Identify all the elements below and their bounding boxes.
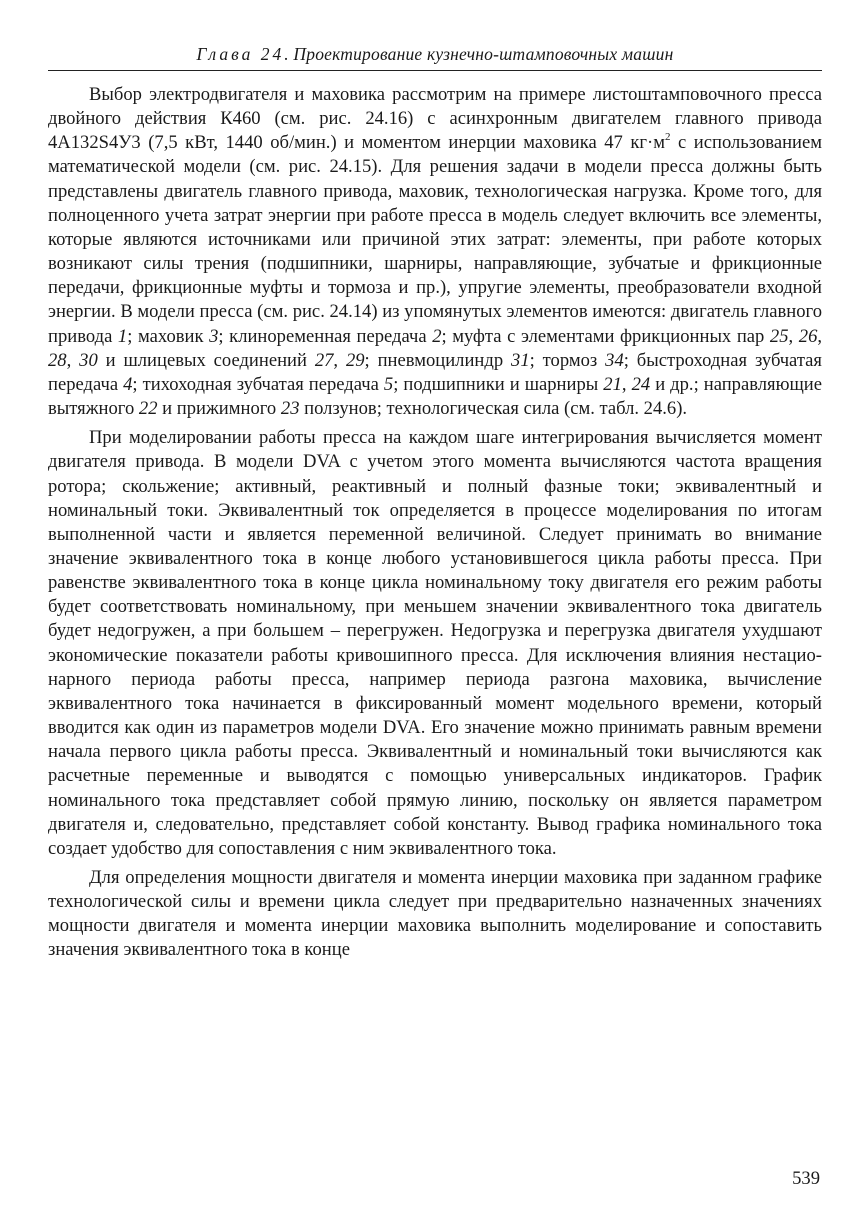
text-run: ,: [333, 349, 346, 371]
text-run: ; клиноременная передача: [218, 325, 433, 347]
paragraph-1: [48, 83, 822, 421]
figure-ref-number: 5: [383, 373, 394, 395]
text-run: ; пневмоцилиндр: [364, 349, 512, 371]
text-run: ,: [788, 325, 799, 347]
chapter-label: Глава 24: [196, 44, 285, 64]
superscript: 2: [665, 131, 671, 144]
text-run: ,: [66, 349, 80, 371]
page-number: 539: [792, 1168, 820, 1189]
paragraph-2: [48, 426, 822, 861]
figure-ref-number: 24: [631, 373, 651, 395]
figure-ref-number: 21: [603, 373, 622, 395]
figure-ref-number: 30: [79, 349, 98, 371]
figure-ref-number: 25: [769, 325, 789, 347]
text-run: ,: [817, 325, 823, 347]
figure-ref-number: 4: [123, 373, 133, 395]
figure-ref-number: 26: [798, 325, 818, 347]
text-run: ползунов; технологическая сила (см. табл. 24.6).: [299, 398, 688, 420]
figure-ref-number: 28: [48, 349, 67, 371]
text-run: ,: [621, 373, 632, 395]
text-run: и шлицевых соединений: [97, 349, 315, 371]
figure-ref-number: 31: [511, 349, 530, 371]
text-run: ; тихоходная зубчатая передача: [132, 373, 384, 395]
text-run: ; тормоз: [529, 349, 606, 371]
text-run: ; маховик: [127, 325, 210, 347]
figure-ref-number: 29: [345, 349, 365, 371]
body-text: [48, 83, 822, 963]
figure-ref-number: 3: [209, 325, 219, 347]
text-run: с использованием математической модели (см. рис. 24.15). Для решения задачи в модели пресса должны быть представлены двигатель главного привода, маховик, технологическая нагрузка. Кроме того, для полноценного учета затрат энергии при работе пресса в модель следует включить все элементы, которые являются источниками или причиной этих затрат: элементы, при работе которых возникают силы трения (подшипники, шарниры, направляющие, зубчатые и фрикционные передачи, фрикционные муфты и тормоза и пр.), упругие элементы, преобразователи входной энергии. В модели пресса (см. рис. 24.14) из упомянутых элементов имеются: двигатель главного привода: [48, 132, 822, 347]
figure-ref-number: 34: [605, 349, 624, 371]
text-run: и прижимного: [157, 398, 281, 420]
text-run: и др.; направляющие вытяжного: [48, 373, 823, 420]
running-header: [48, 40, 822, 71]
text-run: ; быстроходная зубчатая передача: [48, 349, 822, 395]
figure-ref-number: 27: [314, 349, 334, 371]
text-run: При моделировании работы пресса на каждом шаге интегрирования вычисляется момент двигателя привода. В модели DVA с учетом этого момента вычисляются частота вращения ротора; скольжение; активный, реактивный и полный фазные токи; эквивалентный и номинальный токи. Эквивалентный ток определяется в процессе моделирования по итогам выполненной части и является переменной величиной. Следует принимать во внимание значение эквивалентного тока в конце любого установившегося цикла работы пресса. При равенстве эквивалентного тока в конце цикла номинальному току двигателя его режим работы будет соответствовать номинальному, при меньшем значении эквивалентного тока двигатель будет недогружен, а при большем – перегружен. Недогрузка и перегрузка двигателя ухудшают экономические показатели работы кривошипного пресса. Для исключения влияния нестационарного периода работы пресса, например периода разгона маховика, вычисление эквивалентного тока начинается в фиксированный момент модельного времени, который вводится как один из параметров модели DVA. Его значение можно принимать равным времени начала первого цикла работы пресса. Эквивалентный и номинальный токи вычисляются как расчетные переменные и выводятся с помощью универсальных индикаторов. График номинального тока представляет собой прямую линию, поскольку он является параметром двигателя и, следовательно, представляет собой константу. Вывод графика номинального тока создает удобство для сопоставления с ним эквивалентного тока.: [48, 427, 822, 859]
text-run: Для определения мощности двигателя и момента инерции маховика при заданном графике технологической силы и времени цикла следует при предварительно назначенных значениях мощности двигателя и момента инерции маховика выполнить моделирование и сопоставить значения эквивалентного тока в конце: [48, 867, 822, 961]
chapter-title: Проектирование кузнечно-штамповочных машин: [293, 44, 674, 64]
text-run: ; подшипники и шарниры: [393, 373, 604, 395]
text-run: ; муфта с элементами фрикционных пар: [441, 325, 770, 347]
paragraph-3: [48, 866, 822, 963]
figure-ref-number: 1: [117, 325, 128, 347]
figure-ref-number: 23: [280, 398, 300, 420]
header-separator: .: [284, 44, 294, 64]
figure-ref-number: 22: [138, 398, 158, 420]
text-run: Выбор электродвигателя и маховика рассмотрим на примере листоштамповочного пресса двойного действия К460 (см. рис. 24.16) с асинхронным двигателем главного привода 4А132S4У3 (7,5 кВт, 1440 об/мин.) и моментом инерции маховика 47 кг·м: [48, 84, 822, 154]
figure-ref-number: 2: [432, 325, 442, 347]
